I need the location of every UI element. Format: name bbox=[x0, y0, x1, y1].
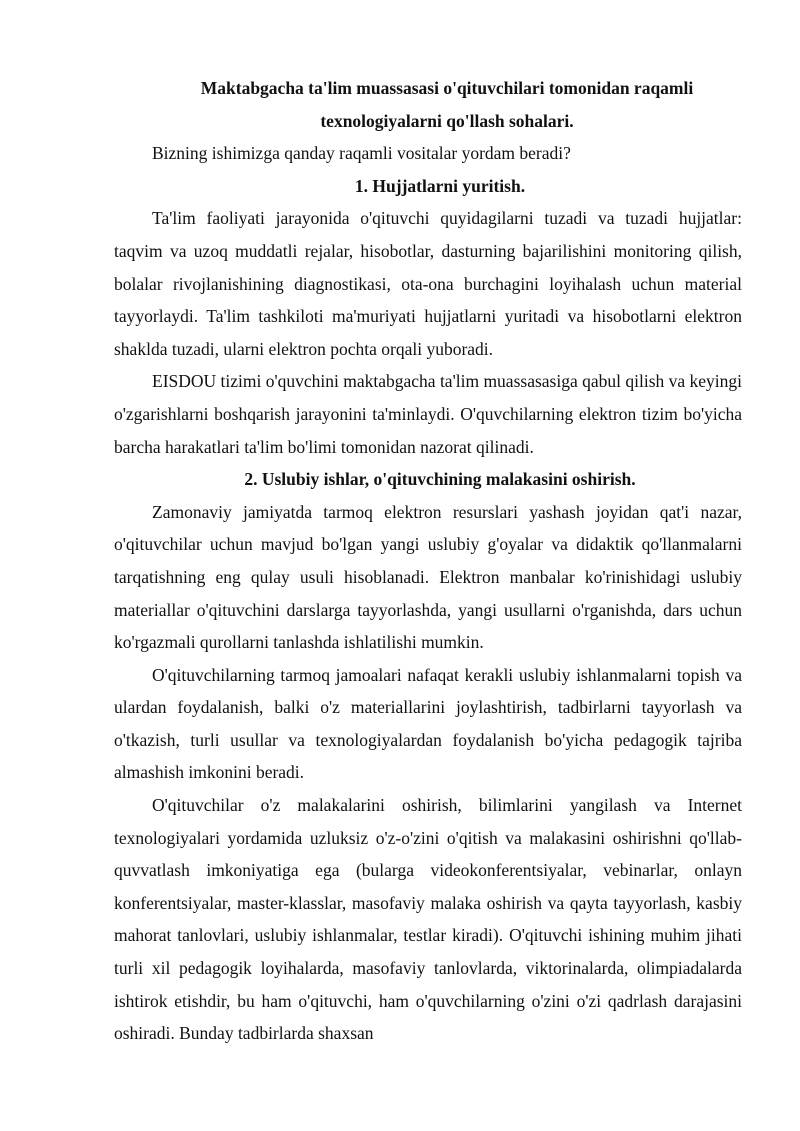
section-2-paragraph-3: O'qituvchilar o'z malakalarini oshirish, bilimlarini yangilash va Internet texnologiyalari yordamida uzluksiz o'z-o'zini o'qitish va malakasini oshirishni qo'llab-quvvatlash imkoniyatiga ega (bularga videokonferentsiyalar, vebinarlar, onlayn konferentsiyalar, master-klasslar, masofaviy malaka oshirish va qayta tayyorlash, kasbiy mahorat tanlovlari, uslubiy ishlanmalar, testlar kiradi). O'qituvchi ishining muhim jihati turli xil pedagogik loyihalarda, masofaviy tanlovlarda, viktorinalarda, olimpiadalarda ishtirok etishdir, bu ham o'qituvchi, ham o'quvchilarning o'zini o'zi qadrlash darajasini oshiradi. Bunday tadbirlarda shaxsan bbox=[114, 795, 742, 1044]
section-2-paragraph-2: O'qituvchilarning tarmoq jamoalari nafaqat kerakli uslubiy ishlanmalarni topish va ulardan foydalanish, balki o'z materiallarini joylashtirish, tadbirlarni tayyorlash va o'tkazish, turli usullar va texnologiyalardan foydalanish bo'yicha pedagogik tajriba almashish imkonini beradi. bbox=[114, 664, 742, 783]
intro-paragraph: Bizning ishimizga qanday raqamli vositalar yordam beradi? bbox=[152, 143, 571, 164]
section-1-paragraph-2: EISDOU tizimi o'quvchini maktabgacha ta'lim muassasasiga qabul qilish va keyingi o'zgarishlarni boshqarish jarayonini ta'minlaydi. O'quvchilarning elektron tizim bo'yicha barcha harakatlari ta'lim bo'limi tomonidan nazorat qilinadi. bbox=[114, 371, 743, 457]
section-1-heading: 1. Hujjatlarni yuritish. bbox=[354, 175, 526, 196]
section-1-paragraph-1: Ta'lim faoliyati jarayonida o'qituvchi quyidagilarni tuzadi va tuzadi hujjatlar: taqvim va uzoq muddatli rejalar, hisobotlar, dasturning bajarilishini monitoring qilish, bolalar rivojlanishining diagnostikasi, ota-ona burchagini loyihalash uchun material tayyorlaydi. Ta'lim tashkiloti ma'muriyati hujjatlarni yuritadi va hisobotlarni elektron shaklda tuzadi, ularni elektron pochta orqali yuboradi. bbox=[114, 208, 742, 359]
section-2-heading: 2. Uslubiy ishlar, o'qituvchining malakasini oshirish. bbox=[244, 469, 636, 490]
document-title: Maktabgacha ta'lim muassasasi o'qituvchilari tomonidan raqamli texnologiyalarni qo'llash sohalari. bbox=[200, 78, 694, 131]
document-page bbox=[114, 72, 742, 1050]
section-2-paragraph-1: Zamonaviy jamiyatda tarmoq elektron resurslari yashash joyidan qat'i nazar, o'qituvchilar uchun mavjud bo'lgan yangi uslubiy g'oyalar va didaktik qo'llanmalarni tarqatishning eng qulay usuli hisoblanadi. Elektron manbalar ko'rinishidagi uslubiy materiallar o'qituvchini darslarga tayyorlashda, yangi usullarni o'rganishda, dars uchun ko'rgazmali qurollarni tanlashda ishlatilishi mumkin. bbox=[114, 501, 742, 653]
